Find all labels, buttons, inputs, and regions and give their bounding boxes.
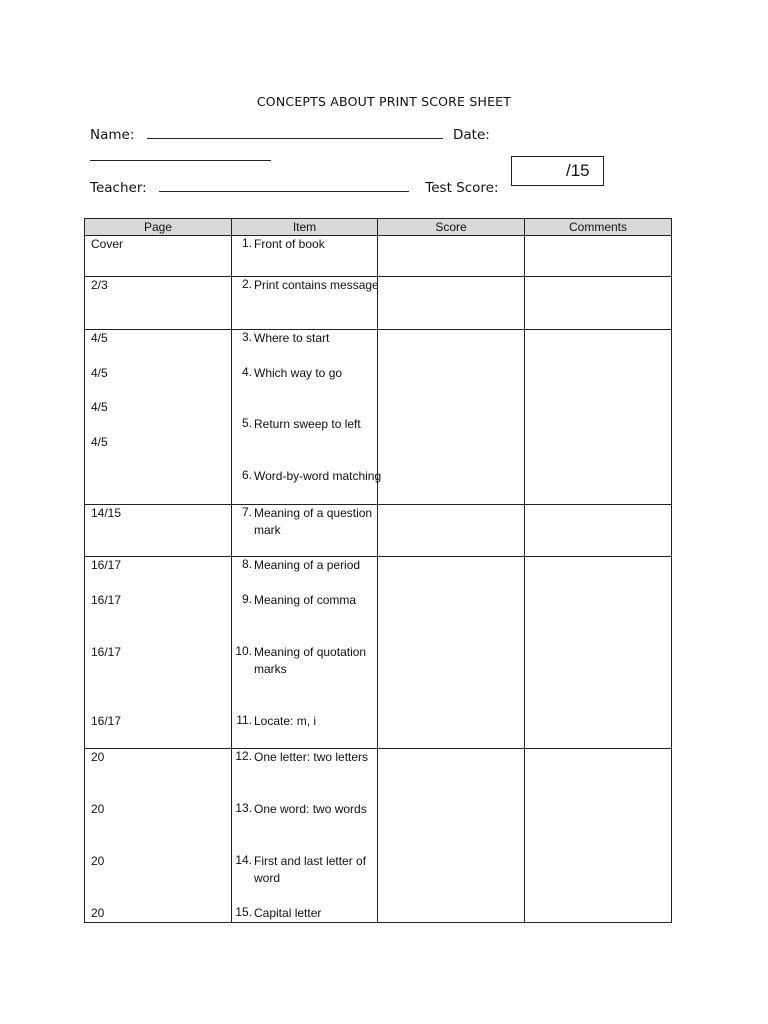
page-ref: 16/17	[91, 558, 122, 572]
item-cell	[232, 557, 378, 749]
item-number: 14.	[235, 853, 252, 867]
item-number: 11.	[236, 713, 252, 727]
date-field[interactable]	[90, 146, 271, 161]
date-row	[90, 146, 271, 165]
page-cell	[85, 330, 232, 505]
test-score-label: Test Score:	[425, 180, 499, 196]
page-ref: 4/5	[91, 435, 108, 449]
comments-cell[interactable]	[525, 236, 672, 277]
header-score: Score	[378, 219, 525, 236]
score-cell[interactable]	[378, 557, 525, 749]
comments-cell[interactable]	[525, 277, 672, 330]
item-cell	[232, 749, 378, 923]
page-ref: 20	[91, 802, 105, 816]
score-total: /15	[566, 161, 590, 180]
score-cell[interactable]	[378, 330, 525, 505]
score-table	[84, 218, 672, 923]
item-text: Return sweep to left	[254, 417, 361, 431]
item-number: 5.	[241, 416, 252, 430]
teacher-row	[90, 177, 499, 196]
item-text: Locate: m, i	[254, 714, 317, 728]
item-text: Where to start	[254, 331, 330, 345]
table-header-row	[85, 219, 672, 236]
item-cell	[232, 277, 378, 330]
item-text: Meaning of a question mark	[254, 506, 373, 537]
score-cell[interactable]	[378, 749, 525, 923]
score-cell[interactable]	[378, 236, 525, 277]
table-row	[85, 330, 672, 505]
table-row	[85, 557, 672, 749]
header-comments: Comments	[525, 219, 672, 236]
page-ref: 14/15	[91, 506, 122, 520]
item-cell	[232, 505, 378, 557]
item-text: Word-by-word matching	[254, 469, 382, 483]
header-page: Page	[85, 219, 232, 236]
document-title: CONCEPTS ABOUT PRINT SCORE SHEET	[256, 94, 512, 109]
score-cell[interactable]	[378, 505, 525, 557]
page-ref: 20	[91, 750, 105, 764]
item-number: 6.	[241, 468, 252, 482]
page-ref: 4/5	[91, 331, 108, 345]
item-text: Front of book	[254, 237, 325, 251]
comments-cell[interactable]	[525, 505, 672, 557]
page-cell	[85, 749, 232, 923]
page-ref: 4/5	[91, 400, 108, 414]
item-text: Meaning of quotation marks	[254, 645, 367, 676]
item-number: 15.	[235, 905, 252, 919]
score-cell[interactable]	[378, 277, 525, 330]
test-score-box[interactable]	[511, 156, 604, 186]
item-text: One letter: two letters	[254, 750, 369, 764]
page-ref: 16/17	[91, 593, 122, 607]
name-label: Name:	[90, 127, 135, 143]
item-number: 13.	[235, 801, 252, 815]
item-text: Capital letter	[254, 906, 322, 920]
date-label: Date:	[452, 127, 490, 143]
name-row	[90, 124, 490, 143]
item-text: First and last letter of word	[254, 854, 367, 885]
page-ref: 20	[91, 854, 105, 868]
page-cell	[85, 557, 232, 749]
item-number: 7.	[241, 505, 252, 519]
page-ref: 16/17	[91, 645, 122, 659]
item-text: Meaning of a period	[254, 558, 361, 572]
name-field[interactable]	[147, 124, 443, 139]
item-number: 8.	[241, 557, 252, 571]
table-row	[85, 236, 672, 277]
item-number: 9.	[241, 592, 252, 606]
header-item: Item	[232, 219, 378, 236]
page-ref: 2/3	[91, 278, 108, 292]
item-cell	[232, 330, 382, 505]
table-row	[85, 749, 672, 923]
teacher-field[interactable]	[159, 177, 409, 192]
table-row	[85, 277, 672, 330]
page-ref: 16/17	[91, 714, 122, 728]
page-ref: 4/5	[91, 366, 108, 380]
page-cell	[85, 505, 232, 557]
item-text: Which way to go	[254, 366, 343, 380]
item-number: 12.	[235, 749, 252, 763]
item-number: 2.	[241, 277, 252, 291]
page-ref: 20	[91, 906, 105, 920]
page-cell	[85, 236, 232, 277]
comments-cell[interactable]	[525, 330, 672, 505]
item-number: 10.	[235, 644, 252, 658]
comments-cell[interactable]	[525, 557, 672, 749]
item-number: 1.	[241, 236, 252, 250]
page-ref: Cover	[91, 237, 124, 251]
table-row	[85, 505, 672, 557]
item-number: 4.	[241, 365, 252, 379]
item-text: One word: two words	[254, 802, 367, 816]
item-text: Meaning of comma	[254, 593, 357, 607]
teacher-label: Teacher:	[90, 180, 147, 196]
comments-cell[interactable]	[525, 749, 672, 923]
item-text: Print contains message	[254, 278, 379, 292]
page-cell	[85, 277, 232, 330]
item-cell	[232, 236, 378, 277]
item-number: 3.	[241, 330, 252, 344]
